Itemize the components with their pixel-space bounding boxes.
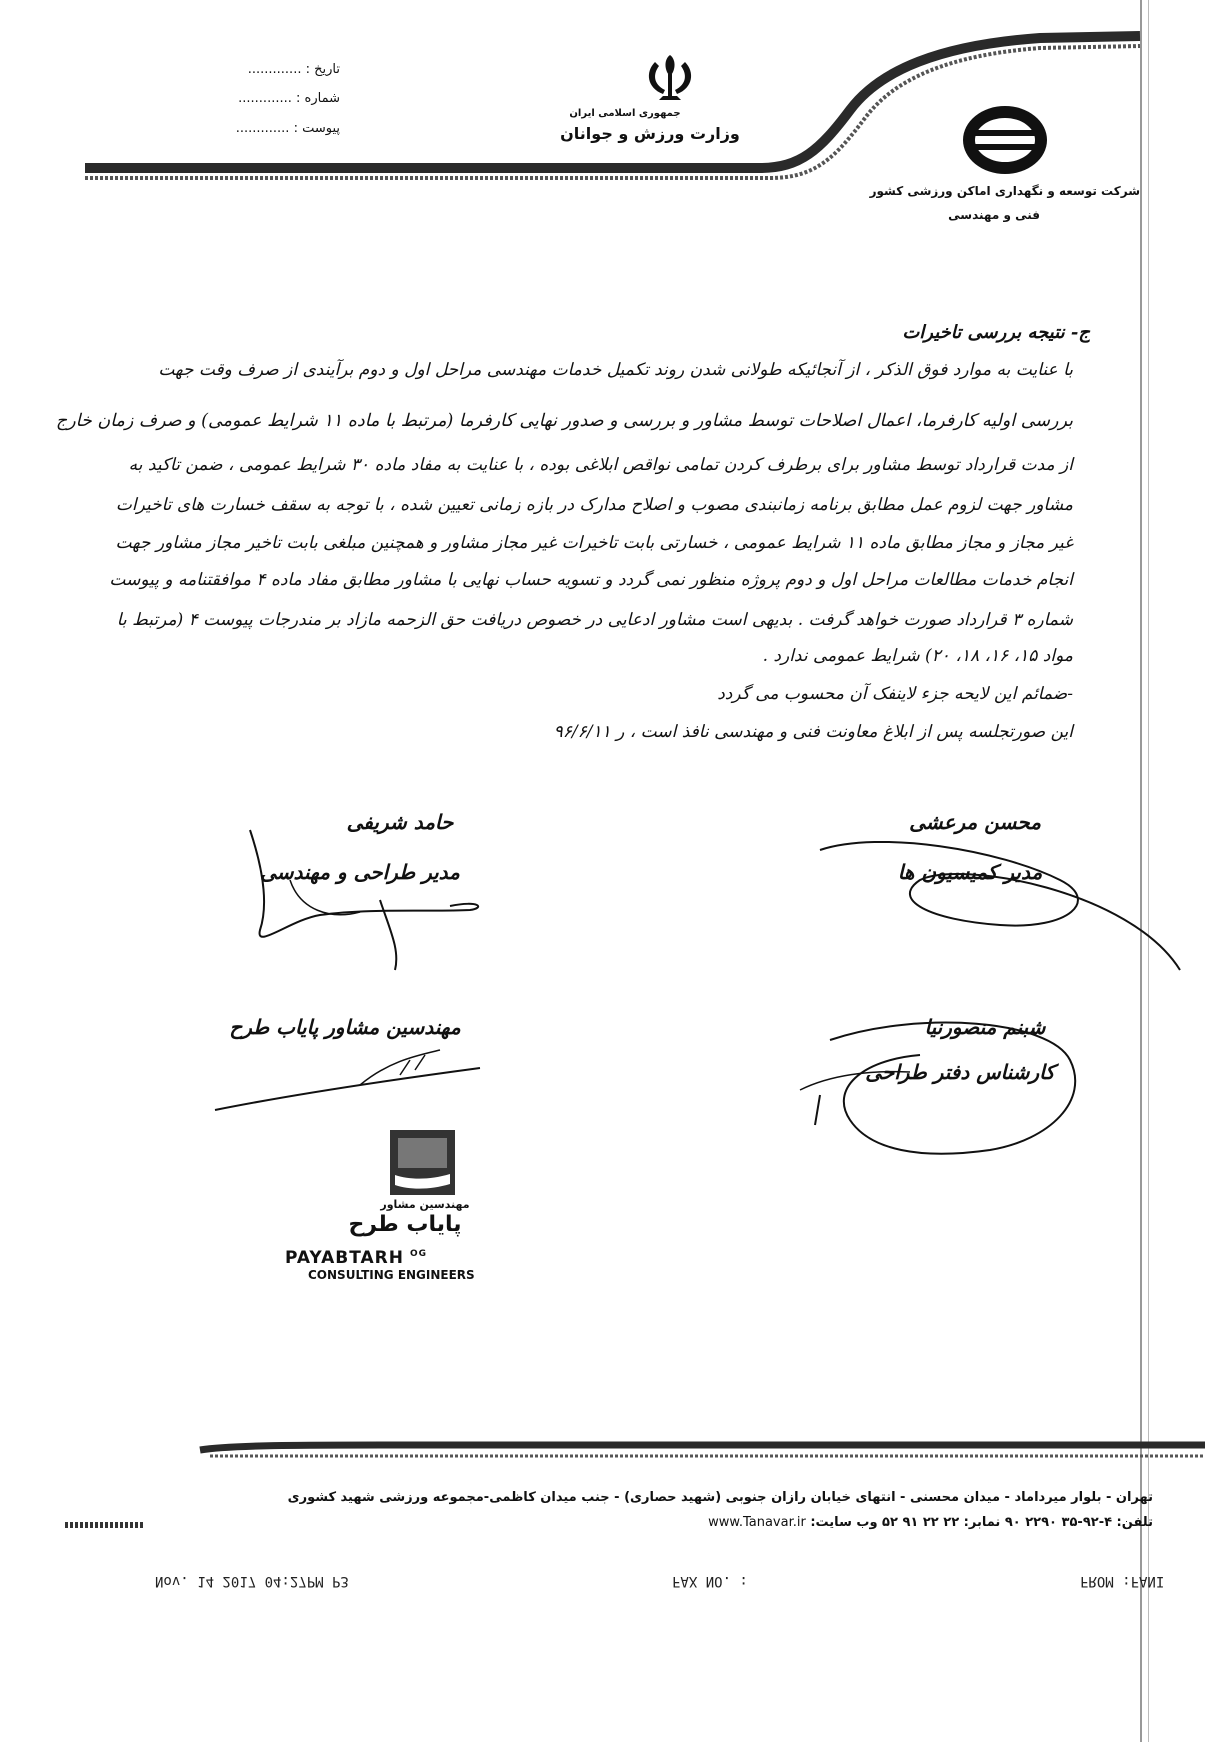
attachment-label: پیوست : <box>293 121 340 136</box>
date-field: تاریخ : ............. <box>247 62 340 77</box>
sig1-name: حامد شریفی <box>346 810 454 834</box>
gov-line2: وزارت ورزش و جوانان <box>560 124 740 143</box>
stamp-logo-icon <box>390 1130 455 1195</box>
footer-contact <box>708 1515 1153 1530</box>
body-line: از مدت قرارداد توسط مشاور برای برطرف کردن تمامی نواقص ابلاغی بوده ، با عنایت به مفاد ماده ۳۰ شرایط عمومی ، ضمن تاکید به <box>128 455 1073 475</box>
sig3-signature <box>210 1040 510 1120</box>
body-line: -ضمائم این لایحه جزء لاینفک آن محسوب می گردد <box>717 684 1073 704</box>
body-line: با عنایت به موارد فوق الذکر ، از آنجائیکه طولانی شدن روند تکمیل خدمات مهندسی مراحل اول و دوم برآیندی از صرف وقت جهت <box>158 360 1073 380</box>
stamp-fa-line2: پایاب طرح <box>348 1212 462 1237</box>
sig4-title: کارشناس دفتر طراحی <box>865 1060 1055 1084</box>
sig1-signature <box>230 820 490 980</box>
body-line: این صورتجلسه پس از ابلاغ معاونت فنی و مهندسی نافذ است ، ر ۹۶/۶/۱۱ <box>553 722 1073 742</box>
footer-address: تهران - بلوار میرداماد - میدان محسنی - انتهای خیابان رازان جنوبی (شهید حصاری) - جنب میدان کاظمی-مجموعه ورزشی شهید کشوری <box>287 1490 1153 1505</box>
number-field: شماره : ............. <box>238 91 340 106</box>
stamp-en-line2: CONSULTING ENGINEERS <box>308 1268 475 1282</box>
stamp-en-line1: PAYABTARH $^{OG}$ <box>285 1248 428 1268</box>
gov-line1: جمهوری اسلامی ایران <box>569 108 681 119</box>
body-line: مشاور جهت لزوم عمل مطابق برنامه زمانبندی مصوب و اصلاح مدارک در بازه زمانی تعیین شده ، با توجه به سقف خسارت های تاخیرات <box>115 495 1073 515</box>
footer-phone: تلفن: ۴-۹۲-۳۵ ۲۲۹۰ ۹۰ نمابر: ۲۲ ۲۲ ۹۱ ۵۲ وب سایت: <box>810 1515 1153 1530</box>
fax-from: FROM :FANI <box>1080 1573 1165 1589</box>
body-line: غیر مجاز و مجاز مطابق ماده ۱۱ شرایط عمومی ، خسارتی بابت تاخیرات غیر مجاز مشاور و همچنین مبلغی بابت تاخیر مجاز مشاور جهت <box>115 533 1073 553</box>
attachment-field: پیوست : ............. <box>235 121 340 136</box>
body-heading: ج- نتیجه بررسی تاخیرات <box>902 322 1090 343</box>
sig2-title: مدیر کمیسیون ها <box>897 860 1043 884</box>
fax-date: Nov. 14 2017 04:27PM P3 <box>155 1573 349 1589</box>
body-line: مواد ۱۵، ۱۶، ۱۸، ۲۰) شرایط عمومی ندارد . <box>762 646 1073 666</box>
body-line: بررسی اولیه کارفرما، اعمال اصلاحات توسط مشاور و بررسی و صدور نهایی کارفرما (مرتبط با ماده ۱۱ شرایط عمومی) و صرف زمان خارج <box>55 411 1073 431</box>
stamp-fa-line1: مهندسین مشاور <box>380 1198 470 1211</box>
company-logo-icon <box>955 100 1055 180</box>
company-line1: شرکت توسعه و نگهداری اماکن ورزشی کشور <box>869 184 1140 198</box>
sig1-title: مدیر طراحی و مهندسی <box>260 860 460 884</box>
sig4-name: شبنم منصورنیا <box>924 1015 1046 1039</box>
body-line: انجام خدمات مطالعات مراحل اول و دوم پروژه منظور نمی گردد و تسویه حساب نهایی با مشاور مطابق مفاد ماده ۴ موافقتنامه و پیوست <box>109 570 1073 590</box>
sig2-name: محسن مرعشی <box>909 810 1041 834</box>
date-label: تاریخ : <box>305 62 340 77</box>
company-line2: فنی و مهندسی <box>948 208 1040 222</box>
body-line: شماره ۳ قرارداد صورت خواهد گرفت . بدیهی است مشاور ادعایی در خصوص دریافت حق الزحمه مازاد بر مندرجات پیوست ۴ (مرتبط با <box>116 610 1073 630</box>
sig4-signature <box>770 1000 1100 1200</box>
footer-band <box>0 1440 1228 1480</box>
fax-number: FAX NO. : <box>672 1573 748 1589</box>
sig3-title: مهندسین مشاور پایاب طرح <box>229 1015 461 1039</box>
number-label: شماره : <box>296 91 340 106</box>
footer-website: www.Tanavar.ir <box>708 1515 806 1530</box>
footer-left-mark <box>65 1522 145 1528</box>
sig2-signature <box>800 820 1200 980</box>
